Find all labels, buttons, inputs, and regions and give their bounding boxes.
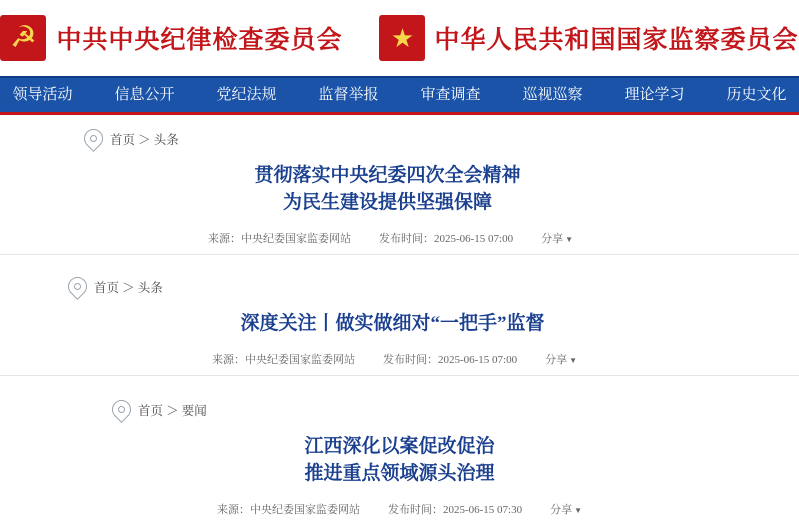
article-item [0,376,799,525]
share-label: 分享 [545,354,568,366]
nav-item-3[interactable]: 监督举报 [318,87,379,103]
article-date [379,230,513,246]
location-pin-icon [80,125,107,152]
nav-item-7[interactable]: 历史文化 [726,87,787,103]
date-value: 2025-06-15 07:30 [442,504,523,516]
date-label: 发布时间： [382,354,438,366]
source-label: 来源： [216,504,250,516]
article-date [383,351,517,367]
article-source [217,501,360,517]
date-label: 发布时间： [387,504,443,516]
share-button[interactable] [550,501,582,517]
article-title-line1: 深度关注丨做实做细对“一把手”监督 [240,313,545,334]
share-label: 分享 [550,504,573,516]
breadcrumb-text: 首页 ＞ 要闻 [138,403,207,418]
breadcrumb-text: 首页 ＞ 头条 [94,280,163,295]
breadcrumb[interactable] [0,400,799,419]
brand-title-nsc: 中华人民共和国国家监察委员会 [434,27,799,54]
brand-title-ccdi: 中共中央纪律检查委员会 [56,27,343,54]
article-meta [0,351,799,367]
nav-item-0[interactable]: 领导活动 [12,87,73,103]
nav-item-1[interactable]: 信息公开 [114,87,175,103]
share-label: 分享 [541,233,564,245]
nav-item-5[interactable]: 巡视巡察 [522,87,583,103]
article-title-line2: 为民生建设提供坚强保障 [282,192,492,213]
article-title-line1: 贯彻落实中央纪委四次全会精神 [254,165,521,186]
source-label: 来源： [207,233,241,245]
breadcrumb[interactable] [0,277,799,296]
article-title[interactable] [0,162,799,216]
article-title-line2: 推进重点领域源头治理 [304,463,495,484]
source-value: 中央纪委国家监委网站 [244,354,355,366]
chevron-down-icon: ▼ [569,356,578,365]
brand-nsc[interactable] [379,15,799,61]
nav-item-6[interactable]: 理论学习 [624,87,685,103]
national-emblem-glyph: ★ [390,23,413,53]
article-list [0,115,799,525]
chevron-down-icon: ▼ [574,506,583,515]
main-nav [0,76,799,115]
hammer-sickle-glyph: ☭ [10,21,37,54]
article-title-line1: 江西深化以案促改促治 [304,436,495,457]
breadcrumb-text: 首页 ＞ 头条 [110,132,179,147]
party-emblem-icon [0,15,46,61]
breadcrumb[interactable] [0,129,799,148]
article-title[interactable] [0,310,799,337]
share-button[interactable] [541,230,573,246]
article-source [212,351,355,367]
article-item [0,255,799,376]
nav-item-4[interactable]: 审查调查 [420,87,481,103]
article-meta [0,501,799,517]
source-value: 中央纪委国家监委网站 [249,504,360,516]
site-header [0,0,799,76]
article-meta [0,230,799,246]
brand-ccdi[interactable] [0,15,342,61]
location-pin-icon [108,396,135,423]
nav-item-2[interactable]: 党纪法规 [216,87,277,103]
national-emblem-icon [379,15,425,61]
share-button[interactable] [545,351,577,367]
article-source [208,230,351,246]
date-label: 发布时间： [378,233,434,245]
date-value: 2025-06-15 07:00 [437,354,518,366]
source-label: 来源： [211,354,245,366]
location-pin-icon [64,273,91,300]
source-value: 中央纪委国家监委网站 [240,233,351,245]
article-item [0,115,799,255]
date-value: 2025-06-15 07:00 [433,233,514,245]
article-date [388,501,522,517]
article-title[interactable] [0,433,799,487]
chevron-down-icon: ▼ [565,235,574,244]
